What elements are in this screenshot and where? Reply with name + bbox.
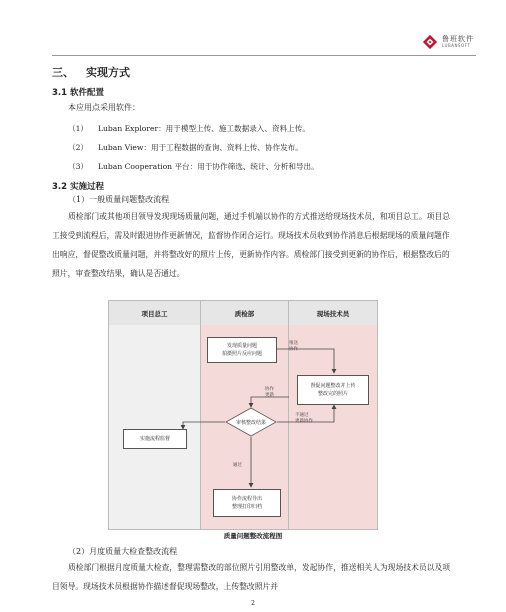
software-intro: 本应用点采用软件：	[68, 103, 140, 112]
node-review-label: 审核整改结果	[235, 419, 266, 426]
section-number: 三、	[52, 66, 74, 79]
process-paragraph-2: 质检部门根据月度质量大检查，整理需整改的部位照片引用整改单，发起协作，推送相关人为现场技术员以及项目领导。现场技术员根据协作描述督促现场整改，上传整改照片并	[52, 563, 451, 591]
page-number: 2	[251, 600, 255, 607]
edge-label-pass: 通过	[233, 463, 242, 468]
node-export-archive: 协作流程导出 整理打印归档	[213, 489, 281, 517]
luban-diamond-logo-icon	[422, 34, 438, 50]
node-discover-problem: 发现质量问题 拍摄照片反应问题	[207, 337, 277, 363]
quality-rectification-flowchart	[108, 300, 378, 530]
company-logo	[422, 34, 474, 50]
node-rectify-upload: 督促问题整改并上传 整改完的照片	[297, 375, 369, 405]
section-title: 实现方式	[86, 66, 130, 79]
software-item: （1） Luban Explorer：用于模型上传、施工数据录入、资料上传。	[68, 124, 310, 133]
software-item: （3） Luban Cooperation 平台：用于协作筛选、统计、分析和导出。	[68, 162, 319, 171]
lane-header-site-technician: 现场技术员	[289, 301, 377, 325]
node-supervise: 实施流程监督	[123, 429, 187, 449]
logo-chinese-text: 鲁班软件	[442, 35, 474, 43]
lane-header-chief-engineer: 项目总工	[109, 301, 201, 325]
header-divider	[52, 55, 476, 56]
process-subheading-2: （2）月度质量大检查整改流程	[68, 547, 178, 556]
subsection-heading-3-1: 3.1 软件配置	[52, 88, 105, 98]
logo-english-text: LUBANSOFT	[442, 43, 471, 48]
subsection-heading-3-2: 3.2 实施过程	[52, 182, 105, 192]
edge-label-push: 推送 协作	[289, 341, 298, 352]
software-item: （2） Luban View：用于工程数据的查询、资料上传、协作发布。	[68, 143, 303, 152]
lane-header-quality-dept: 质检部	[201, 301, 289, 325]
process-paragraph-1: 质检部门或其他项目领导发现现场质量问题，通过手机端以协作的方式推送给现场技术员，和项目总工。项目总工接受到流程后，需及时跟进协作更新情况，监督协作闭合运行。现场技术员收到协作消息后根据现场的质量问题作出响应，督促整改质量问题，并将整改好的照片上传，更新协作内容。质检部门接受到更新的协作后，根据整改后的照片，审查整改结果，确认是否通过。	[52, 212, 451, 278]
process-subheading-1: （1）一般质量问题整改流程	[68, 195, 170, 204]
edge-label-fail: 不通过 更新协作	[295, 413, 313, 424]
edge-label-update: 协作 更新	[265, 387, 274, 398]
flowchart-caption: 质量问题整改流程图	[223, 532, 283, 540]
section-heading	[52, 64, 130, 80]
